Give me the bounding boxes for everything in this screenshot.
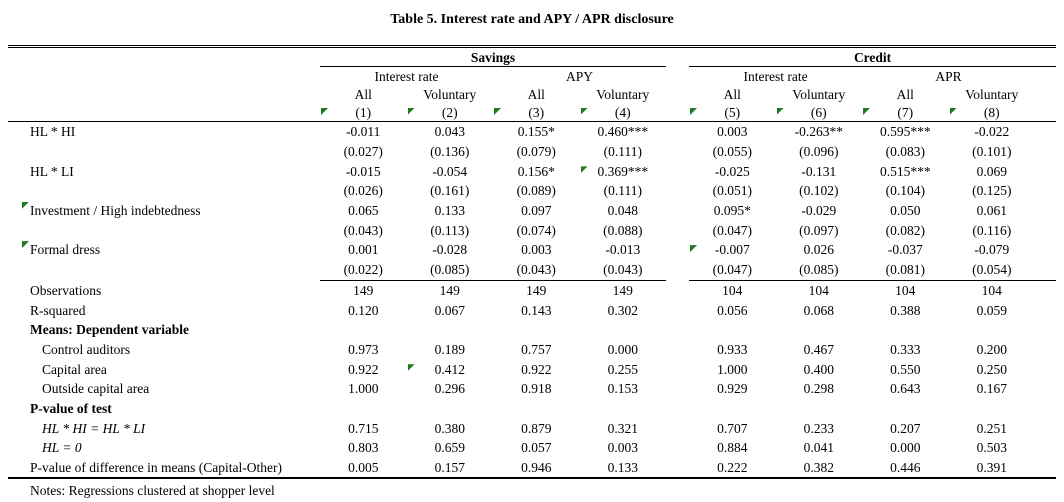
row-label: Means: Dependent variable: [30, 322, 189, 338]
value-cell: 104: [722, 282, 743, 298]
value-cell: 0.189: [434, 341, 465, 357]
value-cell: [493, 320, 580, 340]
value-cell: 0.001: [348, 242, 379, 258]
value-cell: 149: [612, 282, 633, 298]
value-cell: (0.022): [320, 260, 407, 280]
value-cell: 0.026: [803, 242, 834, 258]
group-savings: Savings: [320, 47, 666, 67]
value-cell: (0.082): [885, 222, 925, 238]
value-cell: (0.102): [799, 183, 839, 199]
value-cell: (0.116): [972, 222, 1012, 238]
column-gap: [666, 240, 689, 260]
value-cell: -0.263**: [794, 124, 843, 140]
table-row: [8, 161, 1056, 181]
column-pad: [1035, 359, 1056, 379]
value-cell: 0.000: [607, 341, 638, 357]
value-cell: 0.120: [348, 302, 379, 318]
table-row: [8, 379, 1056, 399]
sample-col-8: Voluntary: [965, 86, 1019, 102]
column-pad: [1035, 142, 1056, 162]
sample-col-4: Voluntary: [596, 86, 650, 102]
value-cell: 0.059: [976, 302, 1007, 318]
value-cell: 0.659: [434, 440, 465, 456]
subgroup-savings-interest-rate: Interest rate: [374, 68, 439, 84]
value-cell: 0.595***: [879, 124, 931, 140]
column-pad: [1035, 379, 1056, 399]
value-cell: (0.027): [343, 144, 383, 160]
corner-cell: [8, 85, 320, 103]
column-pad: [1035, 181, 1056, 201]
value-cell: (0.054): [949, 260, 1036, 280]
column-gap: [666, 47, 689, 67]
value-cell: (0.043): [343, 222, 383, 238]
row-label: Investment / High indebtedness: [8, 201, 320, 221]
column-pad: [1035, 220, 1056, 240]
column-pad: [1035, 438, 1056, 458]
value-cell: [862, 320, 949, 340]
column-gap: [666, 438, 689, 458]
value-cell: 0.503: [976, 440, 1007, 456]
value-cell: -0.028: [432, 242, 468, 258]
value-cell: (0.161): [430, 183, 470, 199]
table-row: [8, 201, 1056, 221]
col-number-5: (5): [689, 103, 776, 122]
value-cell: (0.047): [689, 260, 776, 280]
column-pad: [1035, 85, 1056, 103]
value-cell: 0.515***: [879, 163, 931, 179]
value-cell: (0.088): [603, 222, 643, 238]
table-row: [8, 181, 1056, 201]
value-cell: -0.015: [345, 163, 381, 179]
value-cell: [776, 399, 863, 419]
value-cell: 0.255: [607, 361, 638, 377]
table-row: [8, 240, 1056, 260]
value-cell: 0.153: [607, 381, 638, 397]
column-pad: [1035, 399, 1056, 419]
value-cell: -0.037: [887, 242, 923, 258]
value-cell: 0.005: [320, 458, 407, 479]
value-cell: -0.025: [714, 163, 750, 179]
value-cell: 0.251: [976, 420, 1007, 436]
column-pad: [1035, 201, 1056, 221]
column-gap: [666, 220, 689, 240]
value-cell: [580, 399, 667, 419]
value-cell: 0.369***: [580, 161, 667, 181]
column-pad: [1035, 458, 1056, 479]
value-cell: 0.000: [890, 440, 921, 456]
value-cell: [862, 399, 949, 419]
value-cell: 0.043: [434, 124, 465, 140]
row-label: Control auditors: [42, 341, 131, 357]
subgroup-savings-apy: APY: [566, 68, 594, 84]
value-cell: [949, 320, 1036, 340]
comment-marker-icon: [581, 108, 588, 115]
value-cell: 0.222: [689, 458, 776, 479]
value-cell: 0.156*: [517, 163, 555, 179]
value-cell: 149: [526, 282, 547, 298]
row-label: Capital area: [42, 361, 107, 377]
value-cell: -0.013: [605, 242, 641, 258]
value-cell: 0.041: [803, 440, 834, 456]
value-cell: [689, 399, 776, 419]
column-number-row: [8, 103, 1056, 122]
value-cell: [776, 320, 863, 340]
column-pad: [1035, 320, 1056, 340]
column-gap: [666, 142, 689, 162]
column-pad: [1035, 418, 1056, 438]
column-gap: [666, 320, 689, 340]
value-cell: (0.104): [885, 183, 925, 199]
table-body: [8, 122, 1056, 479]
col-number-6: (6): [776, 103, 863, 122]
value-cell: 0.003: [717, 124, 748, 140]
value-cell: 0.048: [607, 203, 638, 219]
value-cell: 0.298: [803, 381, 834, 397]
column-pad: [1035, 340, 1056, 360]
value-cell: 0.400: [803, 361, 834, 377]
value-cell: 0.233: [803, 420, 834, 436]
group-header-row: [8, 47, 1056, 67]
value-cell: -0.022: [974, 124, 1010, 140]
col-number-7: (7): [862, 103, 949, 122]
value-cell: 0.918: [521, 381, 552, 397]
value-cell: 0.207: [890, 420, 921, 436]
table-row: [8, 122, 1056, 142]
table-row: [8, 280, 1056, 300]
value-cell: 0.069: [976, 163, 1007, 179]
column-pad: [1035, 122, 1056, 142]
value-cell: 0.057: [521, 440, 552, 456]
column-gap: [666, 418, 689, 438]
value-cell: (0.089): [516, 183, 556, 199]
column-gap: [666, 458, 689, 479]
column-gap: [666, 340, 689, 360]
value-cell: [493, 399, 580, 419]
value-cell: 0.065: [348, 203, 379, 219]
value-cell: [580, 320, 667, 340]
subgroup-credit-interest-rate: Interest rate: [743, 68, 808, 84]
value-cell: 0.550: [890, 361, 921, 377]
column-gap: [666, 399, 689, 419]
value-cell: (0.096): [799, 144, 839, 160]
comment-marker-icon: [408, 108, 415, 115]
table-row: [8, 300, 1056, 320]
column-pad: [1035, 67, 1056, 86]
value-cell: 0.803: [348, 440, 379, 456]
comment-marker-icon: [22, 241, 29, 248]
value-cell: 0.296: [434, 381, 465, 397]
value-cell: 0.050: [890, 203, 921, 219]
subgroup-header-row: [8, 67, 1056, 86]
value-cell: [407, 320, 494, 340]
column-pad: [1035, 103, 1056, 122]
table-row: [8, 220, 1056, 240]
col-number-3: (3): [493, 103, 580, 122]
value-cell: -0.131: [801, 163, 837, 179]
column-pad: [1035, 240, 1056, 260]
table-row: [8, 340, 1056, 360]
value-cell: 0.922: [521, 361, 552, 377]
regression-table: [8, 45, 1056, 479]
value-cell: 0.412: [407, 359, 494, 379]
value-cell: 104: [981, 282, 1002, 298]
column-gap: [666, 201, 689, 221]
value-cell: (0.074): [516, 222, 556, 238]
value-cell: 0.003: [607, 440, 638, 456]
value-cell: (0.047): [712, 222, 752, 238]
value-cell: 0.143: [521, 302, 552, 318]
column-gap: [666, 103, 689, 122]
value-cell: 0.929: [717, 381, 748, 397]
sample-col-7: All: [896, 86, 914, 102]
value-cell: (0.085): [407, 260, 494, 280]
value-cell: 0.460***: [597, 124, 649, 140]
value-cell: -0.054: [432, 163, 468, 179]
value-cell: 0.380: [434, 420, 465, 436]
col-number-8: (8): [949, 103, 1036, 122]
value-cell: (0.081): [862, 260, 949, 280]
column-gap: [666, 280, 689, 300]
value-cell: [320, 399, 407, 419]
value-cell: 0.382: [776, 458, 863, 479]
sample-col-2: Voluntary: [423, 86, 477, 102]
value-cell: [320, 320, 407, 340]
value-cell: 0.302: [607, 302, 638, 318]
comment-marker-icon: [321, 108, 328, 115]
column-gap: [666, 85, 689, 103]
row-label: [8, 220, 320, 240]
value-cell: (0.111): [603, 183, 642, 199]
col-number-1: (1): [320, 103, 407, 122]
row-label: Observations: [30, 282, 102, 298]
row-label: Formal dress: [8, 240, 320, 260]
value-cell: (0.043): [493, 260, 580, 280]
value-cell: 149: [439, 282, 460, 298]
comment-marker-icon: [863, 108, 870, 115]
row-label: HL * LI: [30, 163, 74, 179]
col-number-2: (2): [407, 103, 494, 122]
value-cell: 0.056: [717, 302, 748, 318]
table-row: [8, 359, 1056, 379]
value-cell: (0.101): [972, 144, 1012, 160]
value-cell: (0.043): [580, 260, 667, 280]
comment-marker-icon: [690, 108, 697, 115]
table-row: [8, 142, 1056, 162]
value-cell: -0.011: [346, 124, 381, 140]
value-cell: -0.029: [801, 203, 837, 219]
row-label: HL * HI = HL * LI: [42, 420, 146, 436]
value-cell: 0.003: [521, 242, 552, 258]
comment-marker-icon: [690, 245, 697, 252]
column-gap: [666, 359, 689, 379]
value-cell: 0.973: [348, 341, 379, 357]
corner-cell: [8, 67, 320, 86]
column-pad: [1035, 161, 1056, 181]
value-cell: (0.136): [430, 144, 470, 160]
value-cell: 0.879: [521, 420, 552, 436]
row-label: Outside capital area: [42, 381, 150, 397]
sample-col-5: All: [723, 86, 741, 102]
corner-cell: [8, 103, 320, 122]
sample-header-row: [8, 85, 1056, 103]
value-cell: [407, 399, 494, 419]
value-cell: 104: [808, 282, 829, 298]
value-cell: [949, 399, 1036, 419]
column-pad: [1035, 260, 1056, 280]
table-row: [8, 418, 1056, 438]
value-cell: 0.133: [434, 203, 465, 219]
column-pad: [1035, 300, 1056, 320]
value-cell: 1.000: [717, 361, 748, 377]
sample-col-3: All: [527, 86, 545, 102]
row-label: HL * HI: [30, 124, 76, 140]
value-cell: 0.715: [348, 420, 379, 436]
value-cell: 0.133: [580, 458, 667, 479]
value-cell: 0.643: [890, 381, 921, 397]
value-cell: 0.388: [890, 302, 921, 318]
value-cell: [689, 320, 776, 340]
value-cell: 0.933: [717, 341, 748, 357]
table-notes: Notes: Regressions clustered at shopper level: [30, 483, 275, 499]
column-gap: [666, 260, 689, 280]
value-cell: 0.068: [803, 302, 834, 318]
corner-cell: [8, 47, 320, 67]
table-row: [8, 438, 1056, 458]
value-cell: (0.113): [430, 222, 470, 238]
column-gap: [666, 300, 689, 320]
value-cell: 0.333: [890, 341, 921, 357]
table-title: Table 5. Interest rate and APY / APR disclosure: [390, 12, 674, 27]
value-cell: 104: [895, 282, 916, 298]
value-cell: (0.111): [603, 144, 642, 160]
value-cell: (0.097): [799, 222, 839, 238]
row-label: R-squared: [30, 302, 86, 318]
group-credit: Credit: [689, 47, 1056, 67]
row-label: [8, 181, 320, 201]
value-cell: 0.707: [717, 420, 748, 436]
value-cell: 0.446: [862, 458, 949, 479]
value-cell: 0.155*: [517, 124, 555, 140]
value-cell: 0.167: [976, 381, 1007, 397]
sample-col-6: Voluntary: [792, 86, 846, 102]
table-row: [8, 458, 1056, 479]
value-cell: (0.055): [712, 144, 752, 160]
value-cell: 0.946: [493, 458, 580, 479]
comment-marker-icon: [494, 108, 501, 115]
value-cell: 1.000: [348, 381, 379, 397]
value-cell: 0.067: [434, 302, 465, 318]
comment-marker-icon: [22, 202, 29, 209]
value-cell: -0.079: [974, 242, 1010, 258]
value-cell: 0.200: [976, 341, 1007, 357]
value-cell: (0.026): [343, 183, 383, 199]
value-cell: 0.922: [348, 361, 379, 377]
value-cell: 0.391: [949, 458, 1036, 479]
column-gap: [666, 379, 689, 399]
column-gap: [666, 67, 689, 86]
value-cell: 0.467: [803, 341, 834, 357]
sample-col-1: All: [354, 86, 372, 102]
table-row: [8, 260, 1056, 280]
value-cell: 0.250: [976, 361, 1007, 377]
value-cell: (0.051): [712, 183, 752, 199]
col-number-4: (4): [580, 103, 667, 122]
value-cell: 0.321: [607, 420, 638, 436]
value-cell: -0.007: [689, 240, 776, 260]
row-label: P-value of difference in means (Capital-Other): [8, 458, 320, 479]
row-label: [8, 142, 320, 162]
row-label: HL = 0: [42, 440, 82, 456]
column-gap: [666, 122, 689, 142]
value-cell: 0.061: [976, 203, 1007, 219]
table-row: [8, 320, 1056, 340]
comment-marker-icon: [950, 108, 957, 115]
value-cell: 0.095*: [713, 203, 751, 219]
table-row: [8, 399, 1056, 419]
comment-marker-icon: [408, 364, 415, 371]
value-cell: 0.757: [521, 341, 552, 357]
column-gap: [666, 161, 689, 181]
row-label: [8, 260, 320, 280]
column-pad: [1035, 280, 1056, 300]
row-label: P-value of test: [30, 400, 112, 416]
column-gap: [666, 181, 689, 201]
value-cell: (0.125): [972, 183, 1012, 199]
value-cell: (0.083): [885, 144, 925, 160]
comment-marker-icon: [777, 108, 784, 115]
comment-marker-icon: [581, 166, 588, 173]
value-cell: 0.157: [407, 458, 494, 479]
value-cell: 149: [353, 282, 374, 298]
subgroup-credit-apr: APR: [935, 68, 962, 84]
value-cell: (0.085): [776, 260, 863, 280]
value-cell: (0.079): [516, 144, 556, 160]
value-cell: 0.097: [521, 203, 552, 219]
value-cell: 0.884: [717, 440, 748, 456]
